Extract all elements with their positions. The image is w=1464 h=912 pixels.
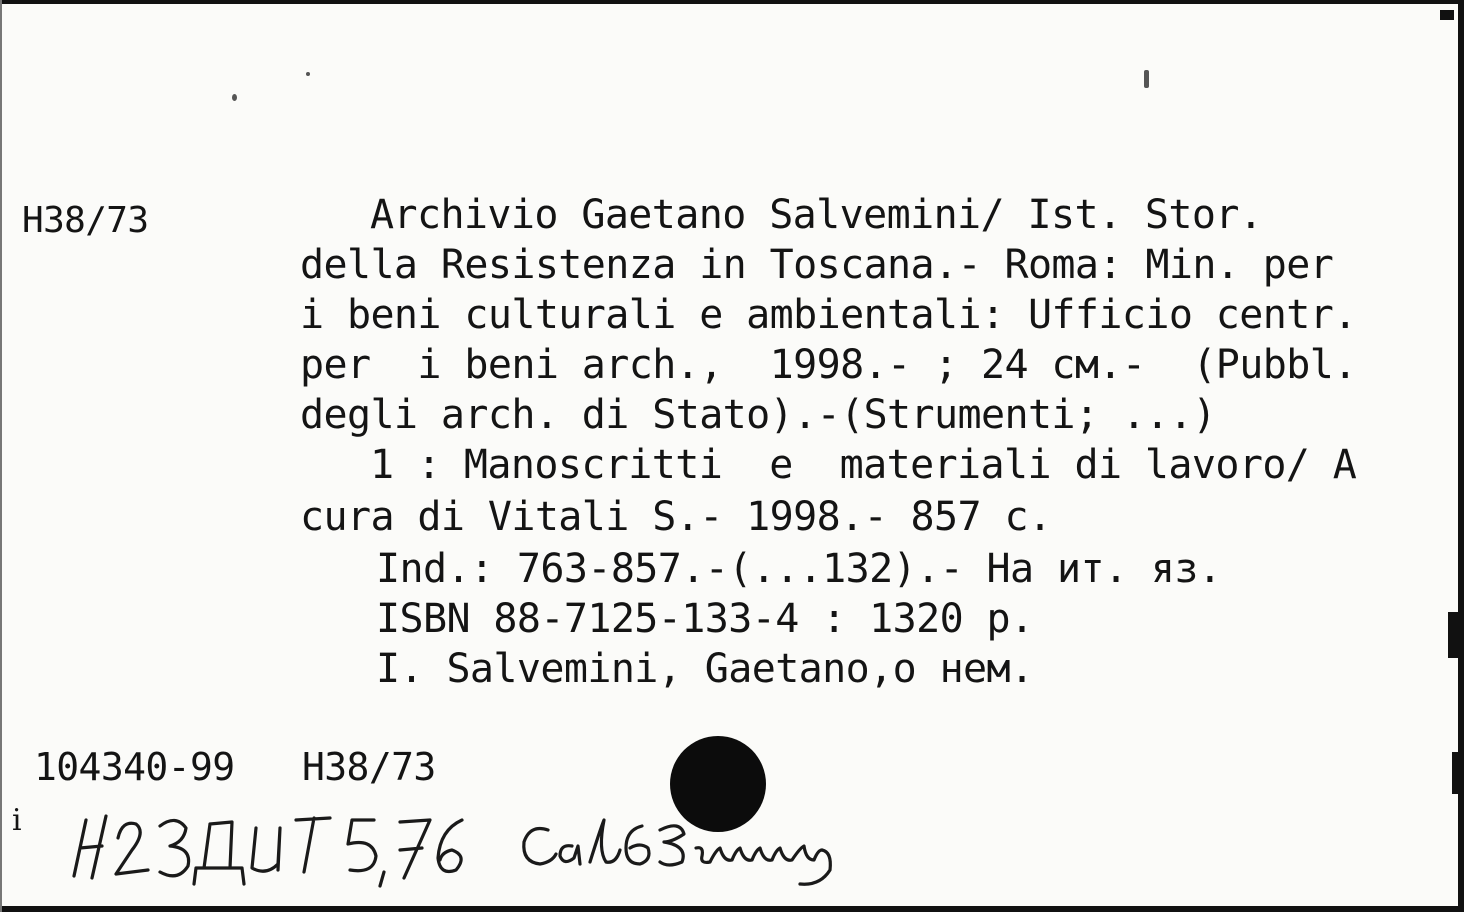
edge-mark: [1440, 10, 1454, 20]
description-line: Archivio Gaetano Salvemini/ Ist. Stor.: [370, 192, 1263, 238]
ink-speck: [306, 72, 310, 76]
edge-mark: [1452, 752, 1458, 794]
card-top-edge: [0, 0, 1464, 4]
inventory-number: 104340-99: [34, 745, 235, 789]
shelf-mark-footer: H38/73: [302, 745, 436, 789]
handwritten-note: [60, 790, 880, 900]
description-line: cura di Vitali S.- 1998.- 857 c.: [300, 494, 1052, 540]
card-bottom-edge: [0, 906, 1464, 912]
side-mark: i: [12, 803, 21, 838]
description-line: 1 : Manoscritti e materiali di lavoro/ A: [370, 442, 1357, 488]
card-left-edge: [0, 0, 2, 912]
shelf-mark: H38/73: [22, 200, 149, 241]
ink-speck: [1144, 70, 1149, 88]
description-line: per i beni arch., 1998.- ; 24 см.- (Pubbl.: [300, 342, 1357, 388]
ink-speck: [232, 94, 237, 101]
description-line: degli arch. di Stato).-(Strumenti; ...): [300, 392, 1216, 438]
description-line: i beni culturali e ambientali: Ufficio centr.: [300, 292, 1357, 338]
description-line: ISBN 88-7125-133-4 : 1320 р.: [376, 596, 1034, 642]
description-line: Ind.: 763-857.-(...132).- На ит. яз.: [376, 546, 1222, 592]
card-right-edge: [1458, 0, 1464, 912]
description-line: della Resistenza in Toscana.- Roma: Min. per: [300, 242, 1334, 288]
edge-mark: [1448, 612, 1458, 658]
description-line: I. Salvemini, Gaetano,о нем.: [376, 646, 1034, 692]
